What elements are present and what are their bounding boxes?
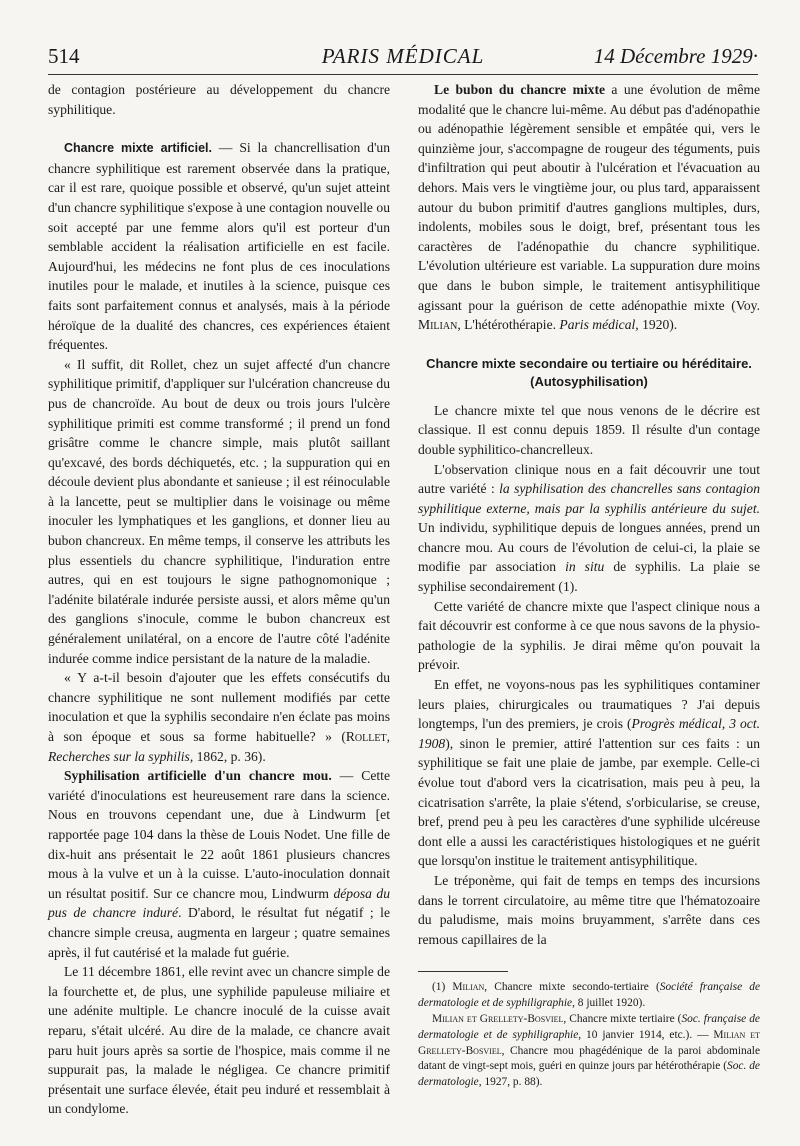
run-in-heading: Le bubon du chancre mixte <box>434 82 606 97</box>
paragraph: En effet, ne voyons-nous pas les syphilitiques contaminer leurs plaies, chirurgicales ou traumatiques ? J'ai depuis longtemps, l'un des premiers, je crois (Progrès médical, 3 oct. 1908), sinon le premier, attiré l'attention sur ces faits : un syphilitique se fait une plaie de jambe, par exemple. Celle-ci évolue tout d'abord vers la cicatrisation, mais peu à peu, la cicatrisation s'arrête, la plaie s'étend, s'orbicularise, se creuse, bref, prend peu à peu les caractères d'une syphilide ulcéreuse dont elle a aussi les caractéristiques histologiques et ne guérit que lorsqu'on institue le traitement antisyphilitique. <box>418 677 760 869</box>
paragraph: Cette variété de chancre mixte que l'aspect clinique nous a fait découvrir est conforme à ce que nous savons de la physio-pathologie de la syphilis. Je dirai même qu'on pouvait la prévoir. <box>418 598 760 673</box>
run-in-heading: Syphilisation artificielle d'un chancre mou. <box>64 768 332 784</box>
paragraph: « Il suffit, dit Rollet, chez un sujet affecté d'un chancre syphilitique primitif, d'appliquer sur l'ulcération chancreuse du pus de chancroïde. Au bout de deux ou trois jours l'ulcère syphilitique primiti est comme transformé ; il prend un fond grisâtre comme le chancre simple, mais plutôt saillant qu'excavé, des bords déchiquetés, etc. ; la suppuration qui en découle devient plus abondante et sanieuse ; il est réinoculable à la lancette, peut se multiplier dans le voisinage ou même inoculer les lymphatiques et les ganglions, et donner lieu au bubon chancreux. En même temps, il conserve les attributs les plus essentiels du chancre syphilitique, l'induration entre autres, qui en est toujours le signe pathognomonique ; l'adénite bilatérale indurée persiste aussi, et alors même qu'un des ganglions s'inocule, comme le bubon chancreux est généralement unilatéral, on a encore de l'autre côté l'adénite indurée comme indice persistant de la nature de la maladie. <box>48 356 390 666</box>
paragraph: Le 11 décembre 1861, elle revint avec un chancre simple de la fourchette et, de plus, une syphilide papuleuse miliaire et une adénite multiple. Le chancre inoculé de la cuisse avait reparu, s'était ulcéré. Au dire de la malade, ce chancre avait paru huit jours après sa sortie de l'hospice, mais comme il ne suppurait pas, la malade le négligea. Ce chancre primitif présentait une surface élevée, était peu induré et ressemblait à un condylome. <box>48 964 390 1117</box>
right-column <box>418 80 760 1091</box>
author-name: Rollet <box>345 729 387 744</box>
paragraph: de contagion postérieure au développement du chancre syphilitique. <box>48 82 390 117</box>
footnote-rule <box>418 971 508 972</box>
left-column <box>48 80 390 1119</box>
paragraph: Le tréponème, qui fait de temps en temps des incursions dans le torrent circulatoire, au même titre que l'hématozoaire du paludisme, mais moins bruyamment, s'arrête dans ces remous capillaires de la <box>418 872 760 947</box>
paragraph: Le chancre mixte tel que nous venons de le décrire est classique. Il est connu depuis 1859. Il résulte d'un contage double syphilitico-chancrelleux. <box>418 402 760 457</box>
run-in-heading: Chancre mixte artificiel. <box>64 141 212 156</box>
section-subtitle: (Autosyphilisation) <box>530 373 648 389</box>
page-number: 514 <box>48 44 80 68</box>
paragraph: L'observation clinique nous en a fait découvrir une tout autre variété : la syphilisation des chancrelles sans contagion syphilitique externe, mais par la syphilis antérieure du sujet. Un individu, syphilitique depuis de longues années, prend un chancre mou. Au cours de l'évolution de celui-ci, la plaie se modifie par association in situ de syphilis. La plaie se syphilise secondairement (1). <box>418 461 760 595</box>
page-header <box>48 38 758 75</box>
section-heading <box>418 355 760 391</box>
issue-date: 14 Décembre 1929· <box>593 44 758 68</box>
paragraph: « Y a-t-il besoin d'ajouter que les effets consécutifs du chancre syphilitique ne sont nullement modifiés par cette inoculation et que la syphilis secondaire n'en éclate pas moins à son époque et sous sa forme habituelle? » (Rollet, Recherches sur la syphilis, 1862, p. 36). <box>48 670 390 764</box>
footnote: (1) Milian, Chancre mixte secondo-tertiaire (Société française de dermatologie et de syphiligraphie, 8 juillet 1920). <box>418 981 760 1010</box>
citation-title: Recherches sur la syphilis <box>48 748 190 764</box>
paragraph: Le bubon du chancre mixte a une évolution de même modalité que le chancre lui-même. Au début pas d'adénopathie ou adénopathie légèrement sensible et empâtée qui, vers le quinzième jour, s'accompagne de rougeur des téguments, puis d'infiltration qui peut aboutir à l'ulcération et l'évacuation au dehors. Mais vers le vingtième jour, ou plus tard, apparaissent autour du bubon primitif d'autres ganglions multiples, durs, indolents, mobiles sous le doigt, bref, présentant tous les caractères de l'adénopathie du chancre syphilitique. L'évolution ultérieure est variable. La suppuration dure moins que dans le bubon simple, le traitement antisyphilitique agissant pour la guérison de cette adénopathie mixte (Voy. Milian, L'hétérothérapie. Paris médical, 1920). <box>418 82 760 333</box>
footnote: Milian et Grellety-Bosviel, Chancre mixte tertiaire (Soc. française de dermatologie et de syphiligraphie, 10 janvier 1914, etc.). — Milian et Grellety-Bosviel, Chancre mou phagédénique de la paroi abdominale datant de vingt-sept mois, guéri en quinze jours par hétérothérapie (Soc. de dermatologie, 1927, p. 88). <box>418 1012 760 1089</box>
paragraph: Chancre mixte artificiel. — Si la chancrellisation d'un chancre syphilitique est rarement observée dans la pratique, car il est rare, quoique possible et observé, qu'un sujet atteint d'un chancre syphilitique s'expose à une contagion nouvelle ou soit accepté par une femme alors qu'il est porteur d'un semblable accident la réalisation artificielle en est facile. Aujourd'hui, les médecins ne font plus de ces inoculations inutiles pour le malade, et inutiles à la science, puisque ces faits sont parfaitement connus et analysés, mais à la période héroïque de la dualité des chancres, ces expériences étaient fréquentes. <box>48 140 390 353</box>
section-title: Chancre mixte secondaire ou tertiaire ou héréditaire. <box>426 355 752 371</box>
footnotes <box>418 980 760 1091</box>
paragraph: Syphilisation artificielle d'un chancre mou. — Cette variété d'inoculations est heureusement rare dans la science. Nous en trouvons cependant une, due à Lindwurm [et rapportée page 104 dans la thèse de Louis Nodet. Une fille de dix-huit ans présentait le 22 août 1861 plusieurs chancres mous à la vulve et un à la cuisse. L'auto-inoculation donnait un résultat positif. Sur ce chancre mou, Lindwurm déposa du pus de chancre induré. D'abord, le résultat fut négatif ; le chancre simple creusa, augmenta en largeur ; quatre semaines après, il fut cautérisé et la malade fut guérie. <box>48 768 390 960</box>
author-name: Milian <box>418 317 458 333</box>
journal-title: PARIS MÉDICAL <box>321 44 485 68</box>
